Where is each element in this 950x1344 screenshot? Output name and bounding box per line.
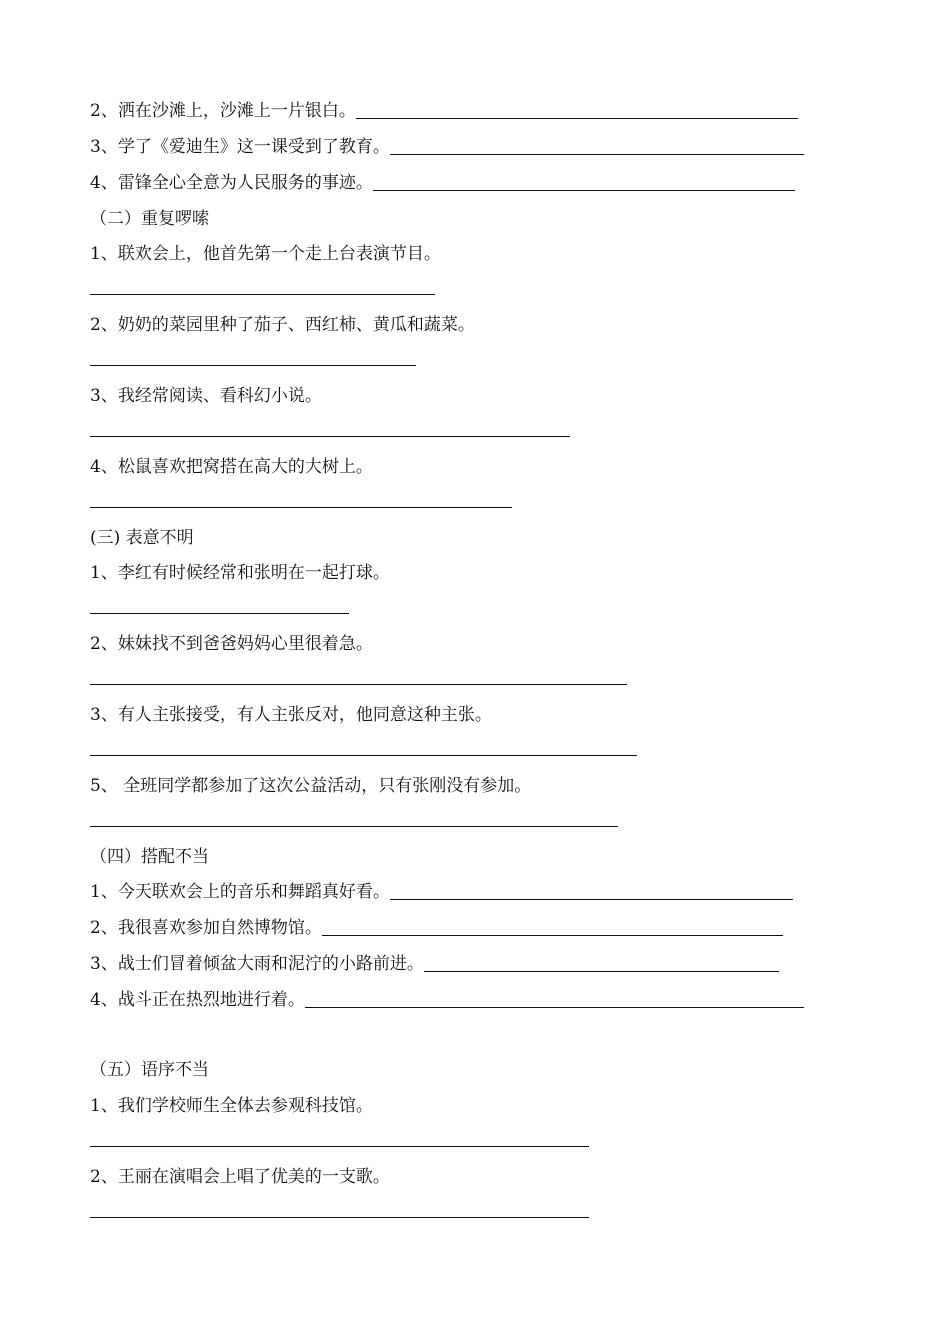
answer-blank[interactable] xyxy=(90,365,416,366)
s4-item-1: 1、今天联欢会上的音乐和舞蹈真好看。 xyxy=(90,880,793,904)
answer-blank[interactable] xyxy=(90,507,512,508)
section-heading-unclear-meaning: (三) 表意不明 xyxy=(90,528,194,548)
s3-item-1: 1、李红有时候经常和张明在一起打球。 xyxy=(90,563,390,583)
s4-item-3: 3、战士们冒着倾盆大雨和泥泞的小路前进。 xyxy=(90,952,779,976)
s3-item-3: 3、有人主张接受，有人主张反对，他同意这种主张。 xyxy=(90,705,492,725)
s1-item-3: 3、学了《爱迪生》这一课受到了教育。 xyxy=(90,135,804,159)
s1-item-2: 2、洒在沙滩上，沙滩上一片银白。 xyxy=(90,99,798,123)
s3-item-2: 2、妹妹找不到爸爸妈妈心里很着急。 xyxy=(90,634,373,654)
section-heading-mismatch: （四）搭配不当 xyxy=(90,847,209,867)
answer-blank[interactable] xyxy=(356,118,798,119)
answer-blank[interactable] xyxy=(90,755,637,756)
answer-blank[interactable] xyxy=(90,294,435,295)
s4-item-2: 2、我很喜欢参加自然博物馆。 xyxy=(90,916,783,940)
s4-item-4: 4、战斗正在热烈地进行着。 xyxy=(90,988,804,1012)
answer-blank[interactable] xyxy=(390,154,804,155)
answer-blank[interactable] xyxy=(90,1217,589,1218)
s2-item-3: 3、我经常阅读、看科幻小说。 xyxy=(90,386,322,406)
s3-item-5: 5、 全班同学都参加了这次公益活动，只有张刚没有参加。 xyxy=(90,776,532,796)
answer-blank[interactable] xyxy=(90,826,618,827)
section-heading-word-order: （五）语序不当 xyxy=(90,1060,209,1080)
answer-blank[interactable] xyxy=(305,1007,804,1008)
s2-item-2: 2、奶奶的菜园里种了茄子、西红柿、黄瓜和蔬菜。 xyxy=(90,315,475,335)
section-heading-repetition: （二）重复啰嗦 xyxy=(90,209,209,229)
s5-item-1: 1、我们学校师生全体去参观科技馆。 xyxy=(90,1096,373,1116)
answer-blank[interactable] xyxy=(373,190,795,191)
answer-blank[interactable] xyxy=(390,899,793,900)
answer-blank[interactable] xyxy=(322,935,783,936)
answer-blank[interactable] xyxy=(424,971,779,972)
s1-item-4: 4、雷锋全心全意为人民服务的事迹。 xyxy=(90,171,795,195)
answer-blank[interactable] xyxy=(90,436,570,437)
answer-blank[interactable] xyxy=(90,684,627,685)
answer-blank[interactable] xyxy=(90,613,349,614)
s2-item-1: 1、联欢会上，他首先第一个走上台表演节目。 xyxy=(90,244,441,264)
s2-item-4: 4、松鼠喜欢把窝搭在高大的大树上。 xyxy=(90,457,373,477)
answer-blank[interactable] xyxy=(90,1146,589,1147)
s5-item-2: 2、王丽在演唱会上唱了优美的一支歌。 xyxy=(90,1167,390,1187)
